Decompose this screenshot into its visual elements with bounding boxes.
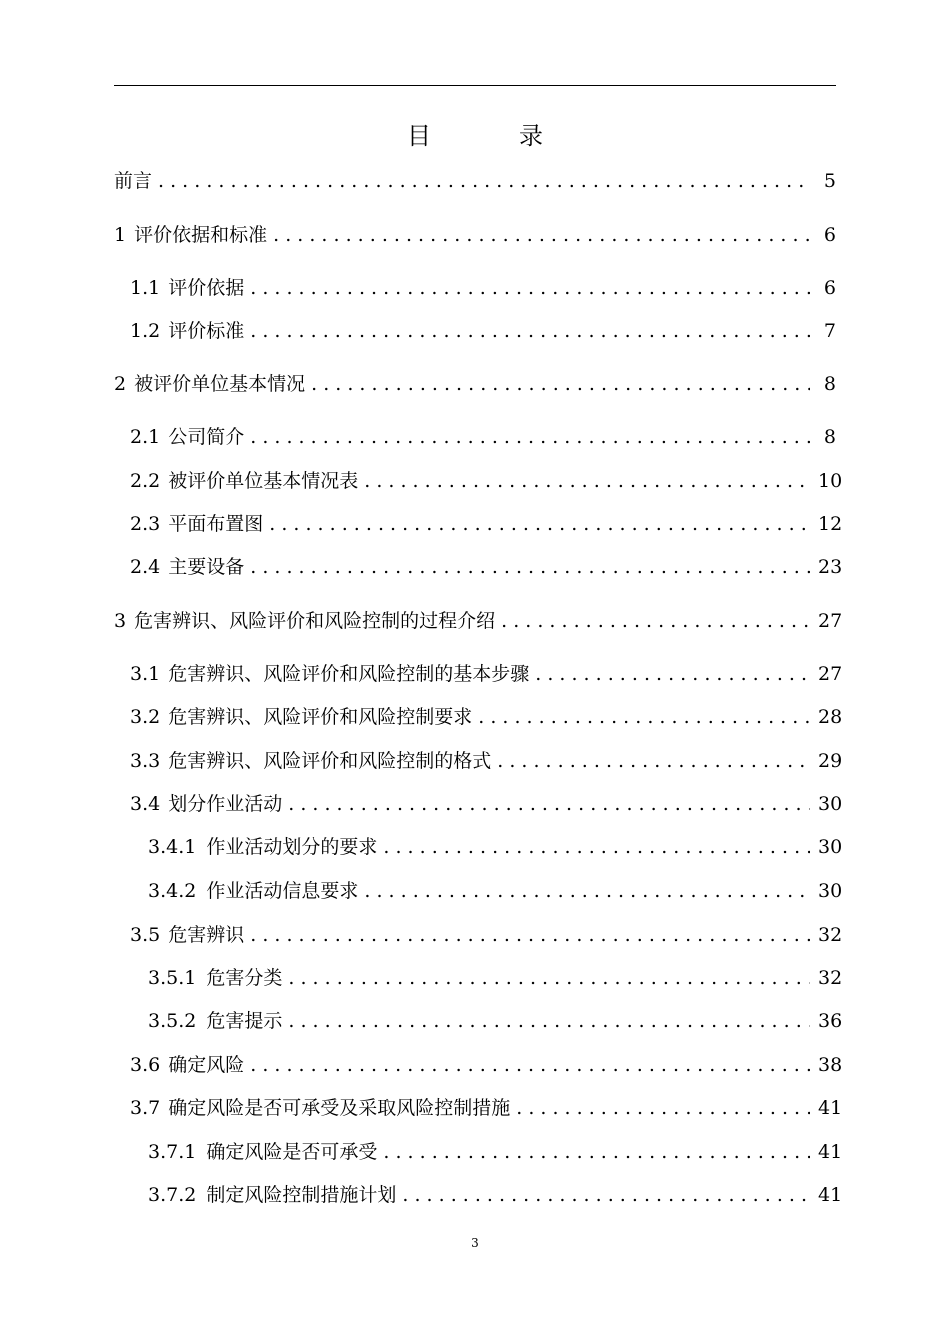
- toc-entry-label: 危害辨识、风险评价和风险控制的过程介绍: [134, 610, 496, 632]
- toc-dot-leader: [250, 422, 810, 452]
- toc-entry-label: 评价标准: [168, 320, 245, 342]
- toc-dot-leader: [250, 316, 810, 346]
- toc-entry-number: 3.1: [130, 663, 161, 685]
- toc-entry-label: 前言: [114, 170, 153, 192]
- toc-entry-page: 29: [818, 750, 843, 772]
- toc-dot-leader: [311, 369, 810, 399]
- toc-dot-leader: [269, 509, 810, 539]
- toc-dot-leader: [273, 220, 810, 250]
- toc-entry-label: 危害分类: [206, 967, 283, 989]
- toc-entry-label: 制定风险控制措施计划: [206, 1184, 397, 1206]
- toc-entry[interactable]: [114, 1137, 843, 1167]
- toc-entry-page: 30: [818, 793, 843, 815]
- toc-entry-number: 2.1: [130, 426, 161, 448]
- toc-entry-number: 3.4.1: [148, 836, 197, 858]
- toc-entry-page: 32: [818, 924, 843, 946]
- toc-entry-number: 3: [114, 610, 127, 632]
- toc-title: [0, 116, 950, 151]
- toc-entry[interactable]: [114, 273, 836, 303]
- toc-entry-page: 6: [823, 224, 836, 246]
- toc-dot-leader: [250, 552, 810, 582]
- toc-entry-number: 3.7: [130, 1097, 161, 1119]
- toc-entry[interactable]: [114, 876, 843, 906]
- toc-entry-label: 划分作业活动: [168, 793, 283, 815]
- toc-entry[interactable]: [114, 552, 843, 582]
- toc-dot-leader: [402, 1180, 810, 1210]
- toc-entry-label: 被评价单位基本情况: [134, 373, 306, 395]
- toc-dot-leader: [250, 920, 810, 950]
- footer-page-number: 3: [471, 1236, 479, 1250]
- toc-entry-number: 3.7.1: [148, 1141, 197, 1163]
- toc-entry-number: 3.5.2: [148, 1010, 197, 1032]
- toc-dot-leader: [288, 1006, 810, 1036]
- toc-entry-number: 3.6: [130, 1054, 161, 1076]
- toc-entry-page: 41: [818, 1097, 843, 1119]
- toc-entry-number: 3.4: [130, 793, 161, 815]
- header-rule: [114, 85, 836, 86]
- toc-entry-label: 评价依据: [168, 277, 245, 299]
- toc-entry-page: 10: [818, 470, 843, 492]
- toc-entry-label: 确定风险是否可承受: [206, 1141, 378, 1163]
- toc-entry-number: 3.7.2: [148, 1184, 197, 1206]
- toc-entry[interactable]: [114, 832, 843, 862]
- toc-entry[interactable]: [114, 369, 836, 399]
- toc-entry-page: 8: [823, 373, 836, 395]
- toc-entry[interactable]: [114, 746, 843, 776]
- toc-title-char-2: 录: [519, 122, 543, 150]
- toc-entry-page: 7: [823, 320, 836, 342]
- toc-entry-number: 2: [114, 373, 127, 395]
- toc-entry-page: 28: [818, 706, 843, 728]
- toc-entry[interactable]: [114, 702, 843, 732]
- toc-entry-number: 3.3: [130, 750, 161, 772]
- toc-entry-label: 危害辨识、风险评价和风险控制要求: [168, 706, 473, 728]
- toc-dot-leader: [535, 659, 810, 689]
- toc-entry[interactable]: [114, 1050, 843, 1080]
- toc-entry-page: 8: [823, 426, 836, 448]
- toc-entry-number: 2.3: [130, 513, 161, 535]
- toc-dot-leader: [250, 1050, 810, 1080]
- toc-entry-page: 36: [818, 1010, 843, 1032]
- toc-dot-leader: [364, 876, 810, 906]
- toc-entry[interactable]: [114, 1180, 843, 1210]
- toc-dot-leader: [501, 606, 810, 636]
- toc-entry-number: 3.4.2: [148, 880, 197, 902]
- toc-entry-label: 主要设备: [168, 556, 245, 578]
- toc-entry-number: 1: [114, 224, 127, 246]
- toc-entry-page: 27: [818, 663, 843, 685]
- toc-entry[interactable]: [114, 316, 836, 346]
- toc-entry-label: 作业活动划分的要求: [206, 836, 378, 858]
- toc-entry-page: 41: [818, 1184, 843, 1206]
- toc-entry-number: 3.5: [130, 924, 161, 946]
- toc-entry[interactable]: [114, 1006, 843, 1036]
- toc-entry[interactable]: [114, 422, 836, 452]
- toc-entry-page: 6: [823, 277, 836, 299]
- toc-entry[interactable]: [114, 220, 836, 250]
- toc-entry-page: 41: [818, 1141, 843, 1163]
- toc-entry-number: 1.1: [130, 277, 161, 299]
- toc-entry[interactable]: [114, 509, 843, 539]
- toc-entry[interactable]: [114, 963, 843, 993]
- toc-entry-label: 确定风险是否可承受及采取风险控制措施: [168, 1097, 511, 1119]
- toc-entry-label: 确定风险: [168, 1054, 245, 1076]
- toc-entry[interactable]: [114, 1093, 843, 1123]
- toc-entry[interactable]: [114, 789, 843, 819]
- toc-entry-label: 危害辨识、风险评价和风险控制的基本步骤: [168, 663, 530, 685]
- toc-entry-number: 1.2: [130, 320, 161, 342]
- toc-entry-number: 2.4: [130, 556, 161, 578]
- toc-entry-number: 2.2: [130, 470, 161, 492]
- toc-dot-leader: [288, 963, 810, 993]
- toc-dot-leader: [364, 466, 810, 496]
- toc-entry-page: 23: [818, 556, 843, 578]
- toc-dot-leader: [497, 746, 810, 776]
- toc-entry-page: 12: [818, 513, 843, 535]
- toc-entry-page: 32: [818, 967, 843, 989]
- toc-entry-page: 30: [818, 836, 843, 858]
- toc-entry-page: 30: [818, 880, 843, 902]
- toc-dot-leader: [158, 166, 810, 196]
- toc-dot-leader: [516, 1093, 810, 1123]
- toc-dot-leader: [383, 832, 810, 862]
- toc-entry[interactable]: [114, 606, 843, 636]
- toc-entry[interactable]: [114, 166, 836, 196]
- toc-entry-label: 危害辨识: [168, 924, 245, 946]
- toc-entry-label: 危害辨识、风险评价和风险控制的格式: [168, 750, 492, 772]
- toc-entry-page: 5: [823, 170, 836, 192]
- toc-entry-label: 作业活动信息要求: [206, 880, 359, 902]
- toc-entry[interactable]: [114, 659, 843, 689]
- toc-entry-label: 被评价单位基本情况表: [168, 470, 359, 492]
- toc-entry-label: 危害提示: [206, 1010, 283, 1032]
- toc-entry-number: 3.2: [130, 706, 161, 728]
- toc-dot-leader: [383, 1137, 810, 1167]
- toc-dot-leader: [288, 789, 810, 819]
- toc-entry-page: 27: [818, 610, 843, 632]
- toc-entry-number: 3.5.1: [148, 967, 197, 989]
- toc-entry[interactable]: [114, 466, 843, 496]
- toc-dot-leader: [478, 702, 810, 732]
- toc-entry-label: 平面布置图: [168, 513, 264, 535]
- toc-dot-leader: [250, 273, 810, 303]
- toc-title-char-1: 目: [407, 122, 431, 150]
- toc-entry-page: 38: [818, 1054, 843, 1076]
- toc-entry-label: 评价依据和标准: [134, 224, 268, 246]
- toc-entry[interactable]: [114, 920, 843, 950]
- toc-entry-label: 公司简介: [168, 426, 245, 448]
